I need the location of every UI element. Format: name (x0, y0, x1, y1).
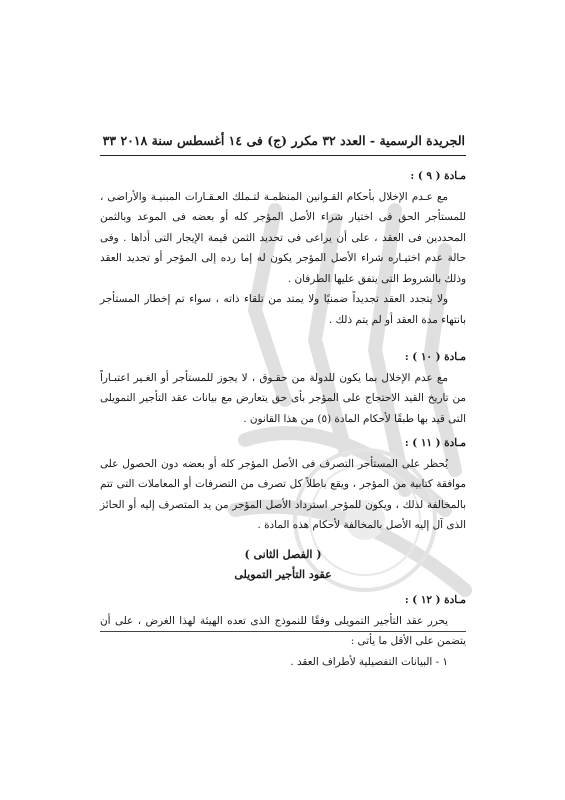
article-9 (100, 166, 466, 330)
article-12-title: مـادة ( ١٢ ) : (404, 594, 466, 606)
article-12-line-2: يتضمن على الأقل ما يأتى : (350, 635, 466, 647)
article-11-paragraph-1: يُحظر على المستأجر التصرف فى الأصل المؤجر كله أو بعضه دون الحصول على موافقة كتابية من المؤجر ، ويقع باطلاً كل تصرف من التصرفات أو المعاملات التى تتم بالمخالفة لذلك ، ويكون للمؤجر استرداد الأصل المؤجر من يد المتصرف إليه أو الحائز الذى آل إليه الأصل بالمخالفة لأحكام هذه المادة . (100, 457, 466, 531)
article-9-paragraph-1: مع عـدم الإخلال بأحكام القـوانين المنظمـة لتـملك العـقـارات المبنيـة والأراضى ، للمستأجر الحق فى اختيار شراء الأصل المؤجر كله أو بعضه فى الموعد وبالثمن المحددين فى العقد ، على أن يراعى فى تحديد الثمن قيمة الإيجار التى أداها . وفى حالة عدم اختيـاره شراء الأصل المؤجر يكون له إما رده إلى المؤجر أو تجديد العقد وذلك بالشروط التى يتفق عليها الطرفان . (100, 190, 466, 285)
header-divider (100, 155, 466, 156)
article-12-underline (100, 631, 466, 632)
article-9-paragraph-2: ولا يتجدد العقد تجديداً ضمنيًا ولا يمتد من تلقاء ذاته ، سواء تم إخطار المستأجر بانتهاء مدة العقد أو لم يتم ذلك . (100, 293, 466, 326)
article-11-title: مـادة ( ١١ ) : (404, 437, 466, 449)
chapter-title: ( الفصل الثانى ) (244, 548, 322, 561)
article-10 (100, 347, 466, 429)
article-12-line-1: يحرر عقد التأجير التمويلى وفقًا للنموذج الذى تعده الهيئة لهذا الغرض ، على أن (100, 614, 448, 627)
chapter-subtitle: عقود التأجير التمويلى (234, 568, 332, 581)
article-9-title: مـادة ( ٩ ) : (410, 170, 466, 182)
article-10-paragraph-1: مع عدم الإخلال بما يكون للدولة من حقـوق ، لا يجوز للمستأجر أو الغـير اعتبـاراً من تاريخ القيد الاحتجاج على المؤجر بأى حق يتعارض مع بيانات عقد التأجير التمويلى التى قيد بها طبقًا لأحكام المادة (٥) من هذا القانون . (100, 371, 466, 425)
article-11 (100, 433, 466, 536)
article-12-item-1: ١ - البيانات التفصيلية لأطراف العقد . (290, 655, 448, 668)
page-header: الجريدة الرسمية - العدد ٣٢ مكرر (ج) فى ١٤ أغسطس سنة ٢٠١٨ ٣٣ (102, 133, 465, 148)
article-10-title: مـادة ( ١٠ ) : (404, 351, 466, 363)
